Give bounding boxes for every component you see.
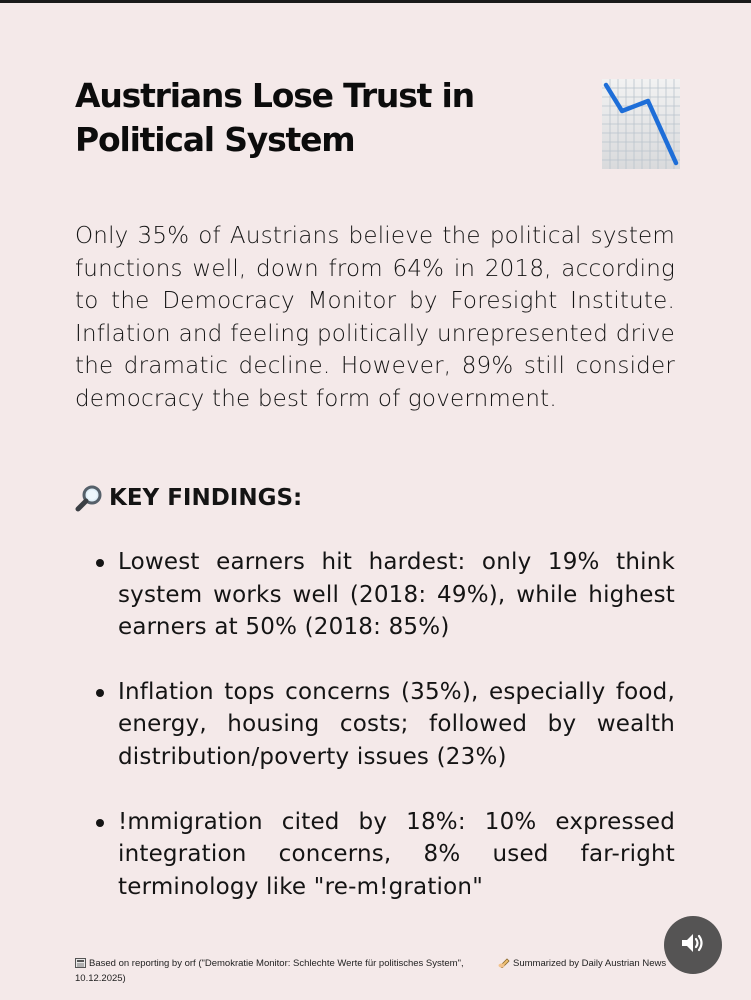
key-findings-heading — [75, 482, 302, 514]
key-findings-list — [75, 546, 675, 935]
magnifying-glass-icon — [75, 484, 103, 512]
bullet-icon — [96, 689, 104, 697]
credit-text: Summarized by Daily Austrian News — [513, 958, 667, 969]
writing-hand-icon — [498, 957, 510, 972]
finding-item — [75, 676, 675, 774]
source-attribution — [75, 957, 495, 985]
newspaper-icon — [75, 958, 86, 972]
audio-toggle-button[interactable] — [664, 916, 722, 974]
finding-text: Lowest earners hit hardest: only 19% think system works well (2018: 49%), while highest earners at 50% (2018: 85%) — [118, 549, 675, 641]
post-title-line-2: Political System — [75, 120, 355, 159]
source-text: Based on reporting by orf ("Demokratie Monitor: Schlechte Werte für politisches System", 10.12.2025) — [75, 958, 464, 984]
finding-item — [75, 806, 675, 904]
chart-decreasing-icon — [602, 79, 680, 169]
credit-line — [498, 957, 666, 972]
post-title-line-1: Austrians Lose Trust in — [75, 76, 474, 115]
top-border — [0, 0, 751, 3]
finding-item — [75, 546, 675, 644]
finding-text: !mmigration cited by 18%: 10% expressed integration concerns, 8% used far-right terminology like "re-m!gration" — [118, 808, 675, 900]
key-findings-label: KEY FINDINGS: — [109, 485, 303, 511]
bullet-icon — [96, 559, 104, 567]
post-title — [75, 74, 555, 162]
bullet-icon — [96, 819, 104, 827]
intro-paragraph: Only 35% of Austrians believe the political system functions well, down from 64% in 2018, according to the Democracy Monitor by Foresight Institute. Inflation and feeling politically unrepresented drive the dramatic decline. However, 89% still consider democracy the best form of government. — [75, 223, 675, 412]
finding-text: Inflation tops concerns (35%), especially food, energy, housing costs; followed by wealth distribution/poverty issues (23%) — [118, 678, 675, 770]
speaker-icon — [680, 932, 706, 959]
